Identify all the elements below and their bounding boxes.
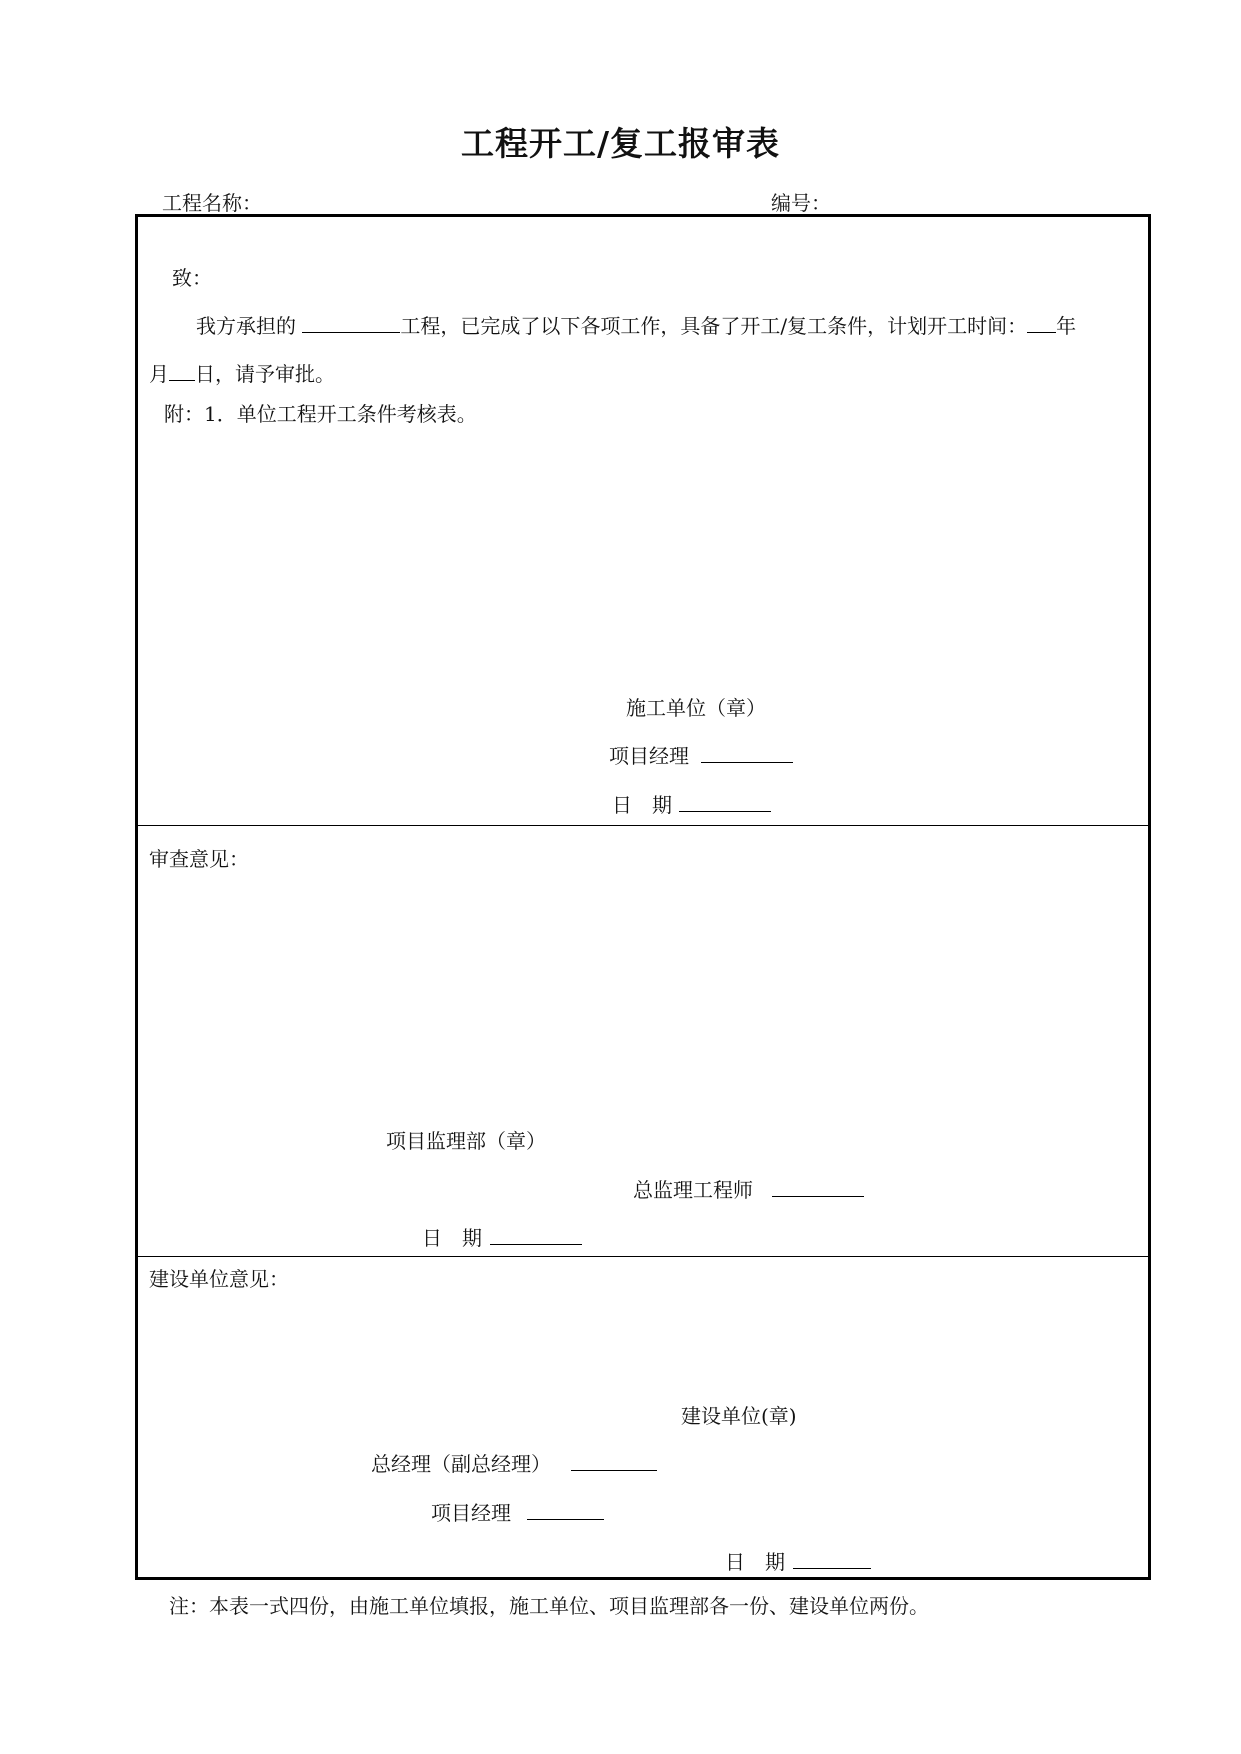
project-manager-label: 项目经理	[609, 744, 689, 768]
owner-opinion-label: 建设单位意见：	[149, 1267, 289, 1291]
project-manager-signature-line[interactable]	[527, 1519, 604, 1520]
attachment-line: 附：1．单位工程开工条件考核表。	[164, 402, 477, 426]
paragraph-text: 我方承担的	[196, 314, 296, 338]
paragraph-text: 工程，已完成了以下各项工作，具备了开工/复工条件，计划开工时间：	[400, 314, 1028, 338]
addressee-label: 致：	[172, 266, 212, 290]
review-opinion-label: 审查意见：	[149, 847, 249, 871]
day-blank[interactable]	[169, 360, 195, 381]
application-paragraph-cont	[149, 358, 335, 387]
year-blank[interactable]	[1027, 312, 1056, 333]
owner-stamp-label: 建设单位(章)	[681, 1404, 797, 1428]
paragraph-text: 日，请予审批。	[195, 362, 335, 386]
section-divider	[137, 1256, 1149, 1257]
form-title: 工程开工/复工报审表	[460, 124, 781, 163]
chief-engineer-signature-line[interactable]	[772, 1196, 864, 1197]
general-manager-label: 总经理（副总经理）	[371, 1452, 551, 1476]
application-paragraph	[196, 310, 1076, 339]
date-label: 日 期	[725, 1550, 785, 1574]
date-signature-line[interactable]	[679, 811, 771, 812]
number-label: 编号：	[771, 191, 831, 215]
project-manager-label: 项目经理	[431, 1501, 511, 1525]
supervision-stamp-label: 项目监理部（章）	[386, 1129, 546, 1153]
paragraph-text: 月	[149, 362, 169, 386]
project-name-label: 工程名称：	[162, 191, 262, 215]
chief-engineer-label: 总监理工程师	[633, 1178, 753, 1202]
project-manager-signature-line[interactable]	[701, 762, 793, 763]
footer-note: 注：本表一式四份，由施工单位填报，施工单位、项目监理部各一份、建设单位两份。	[169, 1594, 929, 1618]
date-signature-line[interactable]	[490, 1244, 582, 1245]
general-manager-signature-line[interactable]	[571, 1470, 657, 1471]
date-label: 日 期	[612, 793, 672, 817]
paragraph-text: 年	[1056, 314, 1077, 338]
section-divider	[137, 825, 1149, 826]
project-blank[interactable]	[302, 312, 400, 333]
date-signature-line[interactable]	[793, 1568, 871, 1569]
date-label: 日 期	[422, 1226, 482, 1250]
contractor-stamp-label: 施工单位（章）	[626, 696, 766, 720]
